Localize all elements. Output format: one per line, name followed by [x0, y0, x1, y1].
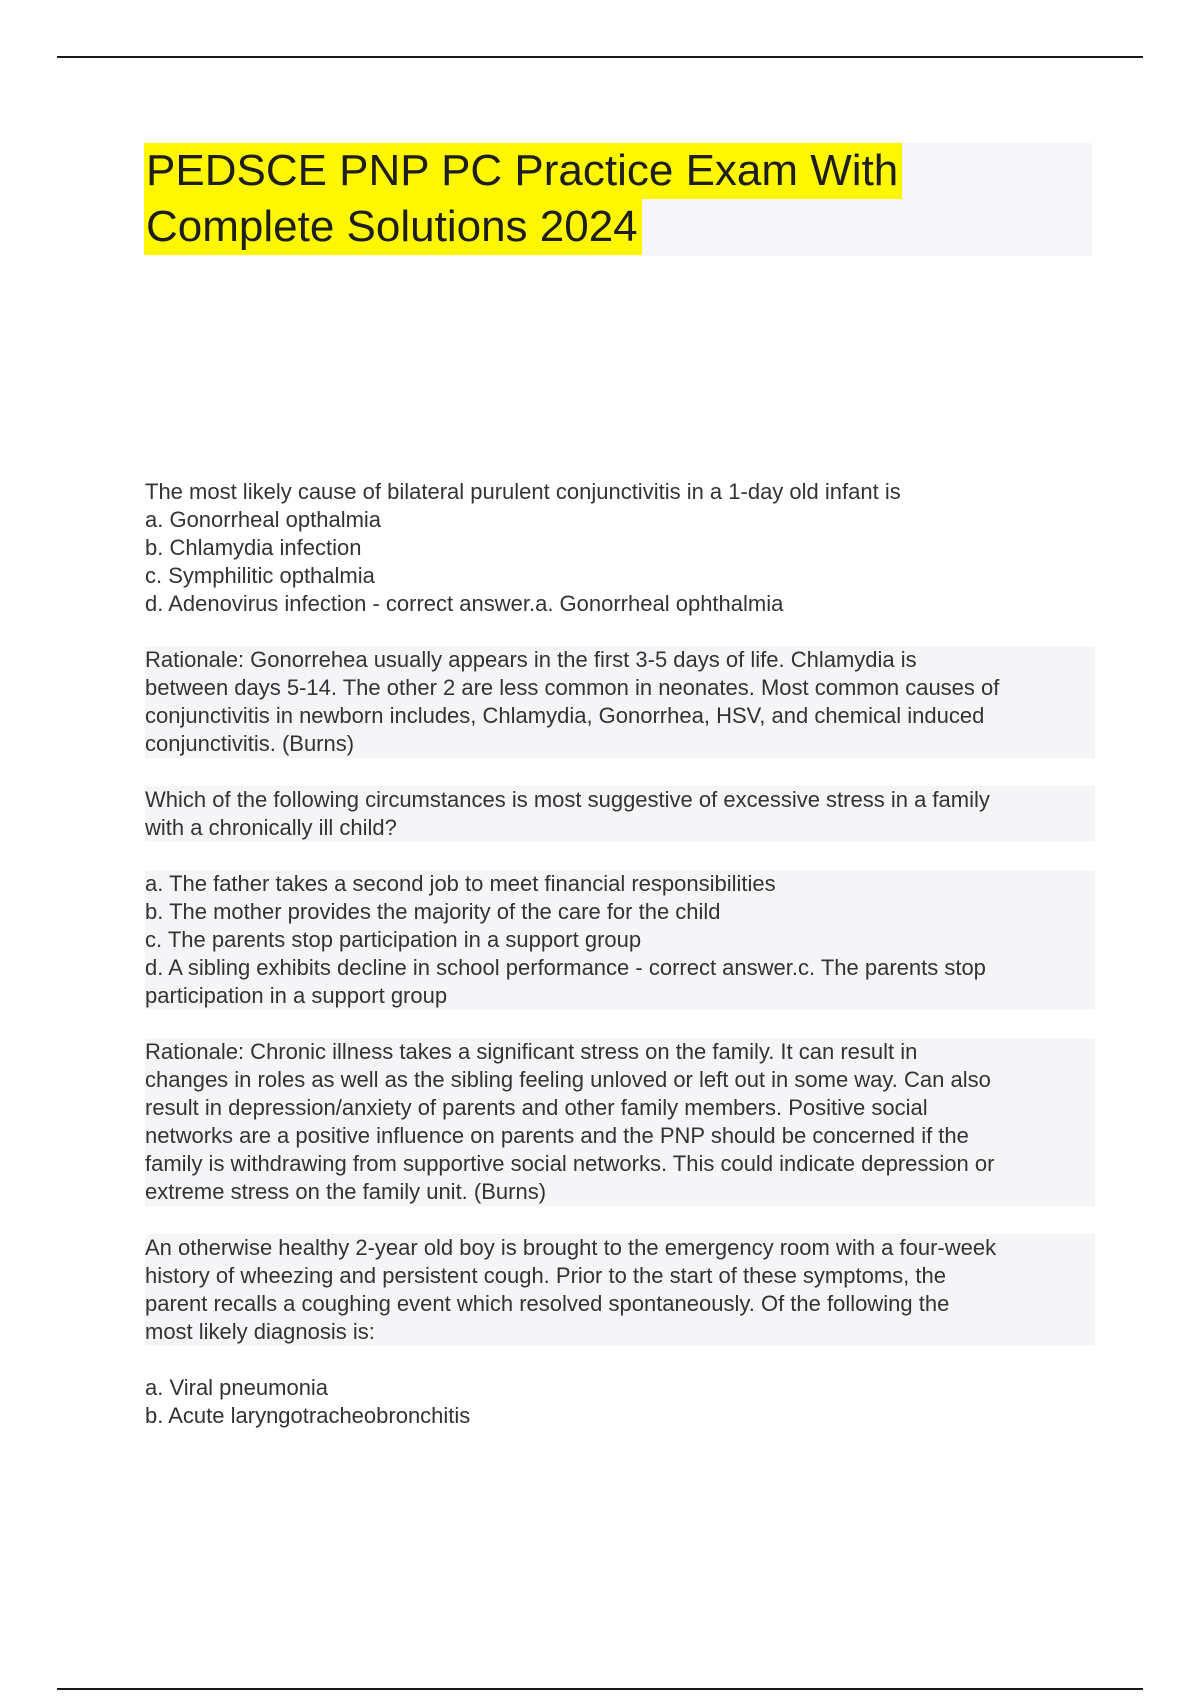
- text-line: Which of the following circumstances is most suggestive of excessive stress in a family: [145, 786, 1095, 814]
- text-line: d. Adenovirus infection - correct answer.a. Gonorrheal ophthalmia: [145, 591, 784, 616]
- text-line: networks are a positive influence on parents and the PNP should be concerned if the: [145, 1122, 1095, 1150]
- document-paragraph: [145, 646, 1095, 758]
- document-paragraph: [145, 786, 1095, 842]
- text-line: b. Acute laryngotracheobronchitis: [145, 1403, 471, 1428]
- document-paragraph: [145, 1374, 1095, 1430]
- text-line: Rationale: Chronic illness takes a significant stress on the family. It can result in: [145, 1038, 1095, 1066]
- text-line: c. The parents stop participation in a support group: [145, 926, 1095, 954]
- title-line-2: Complete Solutions 2024: [144, 199, 642, 255]
- title-line-1: PEDSCE PNP PC Practice Exam With: [144, 143, 902, 199]
- text-line: family is withdrawing from supportive social networks. This could indicate depression or: [145, 1150, 1095, 1178]
- text-line: b. Chlamydia infection: [145, 535, 362, 560]
- text-line: The most likely cause of bilateral purulent conjunctivitis in a 1-day old infant is: [145, 479, 901, 504]
- text-line: a. Gonorrheal opthalmia: [145, 507, 382, 532]
- document-body: [145, 478, 1095, 1430]
- text-line: participation in a support group: [145, 982, 1095, 1010]
- document-title: [144, 143, 1092, 256]
- document-paragraph: [145, 478, 1095, 618]
- text-line: c. Symphilitic opthalmia: [145, 563, 375, 588]
- text-line: parent recalls a coughing event which resolved spontaneously. Of the following the: [145, 1290, 1095, 1318]
- text-line: result in depression/anxiety of parents and other family members. Positive social: [145, 1094, 1095, 1122]
- document-paragraph: [145, 1234, 1095, 1346]
- text-line: a. Viral pneumonia: [145, 1375, 329, 1400]
- text-line: history of wheezing and persistent cough. Prior to the start of these symptoms, the: [145, 1262, 1095, 1290]
- text-line: Rationale: Gonorrehea usually appears in the first 3-5 days of life. Chlamydia is: [145, 646, 1095, 674]
- text-line: between days 5-14. The other 2 are less common in neonates. Most common causes of: [145, 674, 1095, 702]
- text-line: conjunctivitis. (Burns): [145, 730, 1095, 758]
- document-paragraph: [145, 870, 1095, 1010]
- text-line: b. The mother provides the majority of the care for the child: [145, 898, 1095, 926]
- header-divider: [57, 56, 1143, 58]
- text-line: An otherwise healthy 2-year old boy is brought to the emergency room with a four-week: [145, 1234, 1095, 1262]
- text-line: extreme stress on the family unit. (Burns): [145, 1178, 1095, 1206]
- text-line: with a chronically ill child?: [145, 814, 1095, 842]
- text-line: most likely diagnosis is:: [145, 1318, 1095, 1346]
- text-line: d. A sibling exhibits decline in school performance - correct answer.c. The parents stop: [145, 954, 1095, 982]
- document-paragraph: [145, 1038, 1095, 1206]
- text-line: changes in roles as well as the sibling feeling unloved or left out in some way. Can also: [145, 1066, 1095, 1094]
- footer-divider: [57, 1688, 1143, 1690]
- text-line: conjunctivitis in newborn includes, Chlamydia, Gonorrhea, HSV, and chemical induced: [145, 702, 1095, 730]
- text-line: a. The father takes a second job to meet financial responsibilities: [145, 870, 1095, 898]
